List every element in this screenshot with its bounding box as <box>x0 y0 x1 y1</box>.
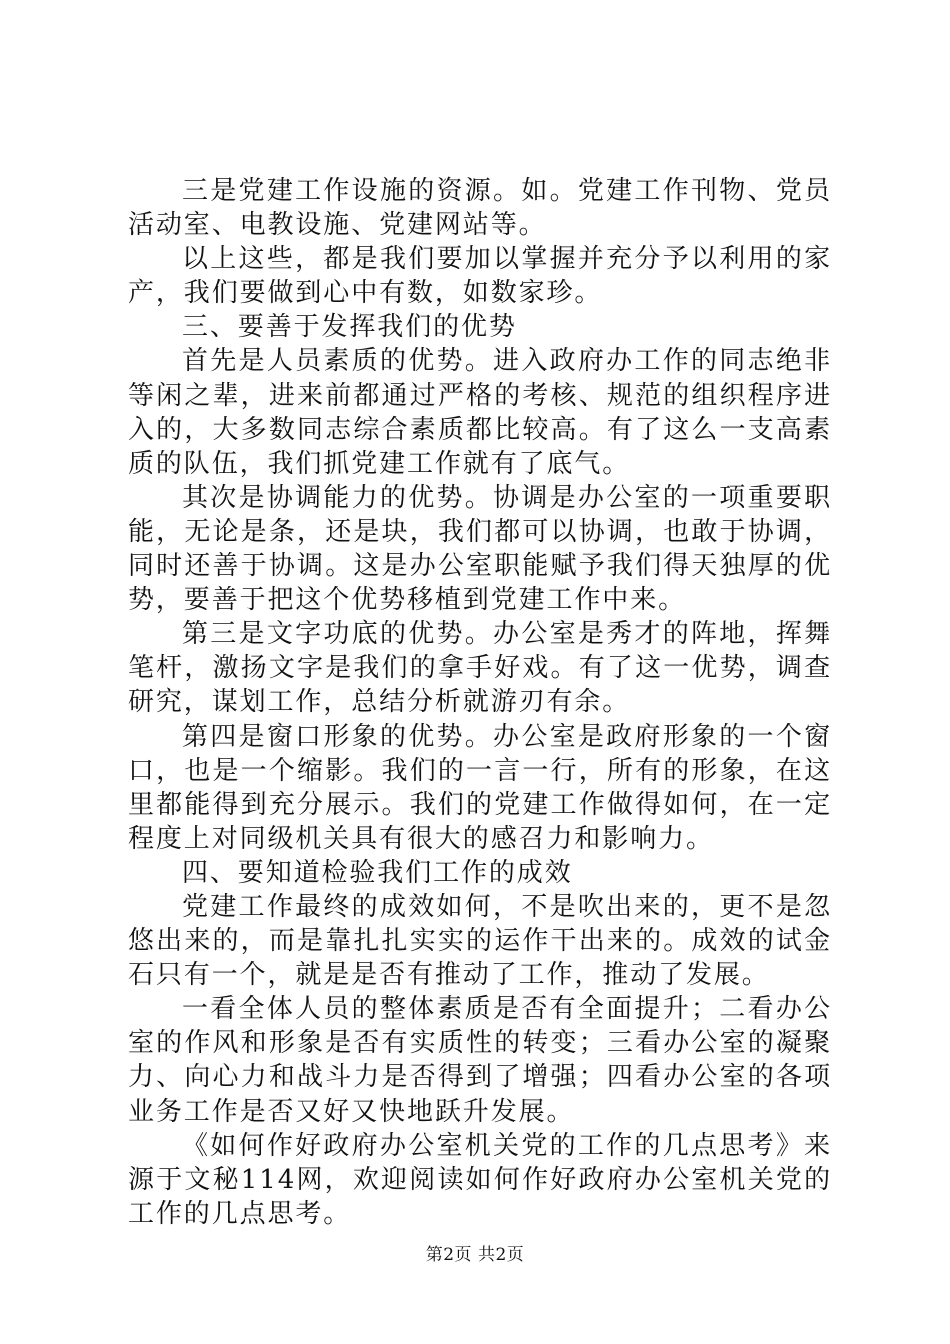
paragraph-source-note: 《如何作好政府办公室机关党的工作的几点思考》来源于文秘114网，欢迎阅读如何作好政府办公室机关党的工作的几点思考。 <box>128 1130 832 1229</box>
paragraph-personnel-quality: 首先是人员素质的优势。进入政府办工作的同志绝非等闲之辈，进来前都通过严格的考核、规范的组织程序进入的，大多数同志综合素质都比较高。有了这么一支高素质的队伍，我们抓党建工作就有了底气。 <box>128 346 832 479</box>
document-body <box>128 174 832 1231</box>
paragraph-assets-summary: 以上这些，都是我们要加以掌握并充分予以利用的家产，我们要做到心中有数，如数家珍。 <box>128 244 832 309</box>
paragraph-four-checks: 一看全体人员的整体素质是否有全面提升；二看办公室的作风和形象是否有实质性的转变；三看办公室的凝聚力、向心力和战斗力是否得到了增强；四看办公室的各项业务工作是否又好又快地跃升发展。 <box>128 994 832 1127</box>
page-number-footer: 第2页 共2页 <box>425 1245 525 1265</box>
paragraph-effectiveness: 党建工作最终的成效如何，不是吹出来的，更不是忽悠出来的，而是靠扎扎实实的运作干出来的。成效的试金石只有一个，就是是否有推动了工作，推动了发展。 <box>128 891 832 991</box>
paragraph-window-image: 第四是窗口形象的优势。办公室是政府形象的一个窗口，也是一个缩影。我们的一言一行，所有的形象，在这里都能得到充分展示。我们的党建工作做得如何，在一定程度上对同级机关具有很大的感召力和影响力。 <box>128 721 832 854</box>
paragraph-facilities: 三是党建工作设施的资源。如。党建工作刊物、党员活动室、电教设施、党建网站等。 <box>128 176 832 241</box>
paragraph-coordination: 其次是协调能力的优势。协调是办公室的一项重要职能，无论是条，还是块，我们都可以协调，也敢于协调，同时还善于协调。这是办公室职能赋予我们得天独厚的优势，要善于把这个优势移植到党建工作中来。 <box>128 482 832 616</box>
section-heading-effectiveness: 四、要知道检验我们工作的成效 <box>182 857 573 888</box>
paragraph-writing-skills: 第三是文字功底的优势。办公室是秀才的阵地，挥舞笔杆，激扬文字是我们的拿手好戏。有了这一优势，调查研究，谋划工作，总结分析就游刃有余。 <box>128 619 832 718</box>
section-heading-advantages: 三、要善于发挥我们的优势 <box>182 312 517 343</box>
